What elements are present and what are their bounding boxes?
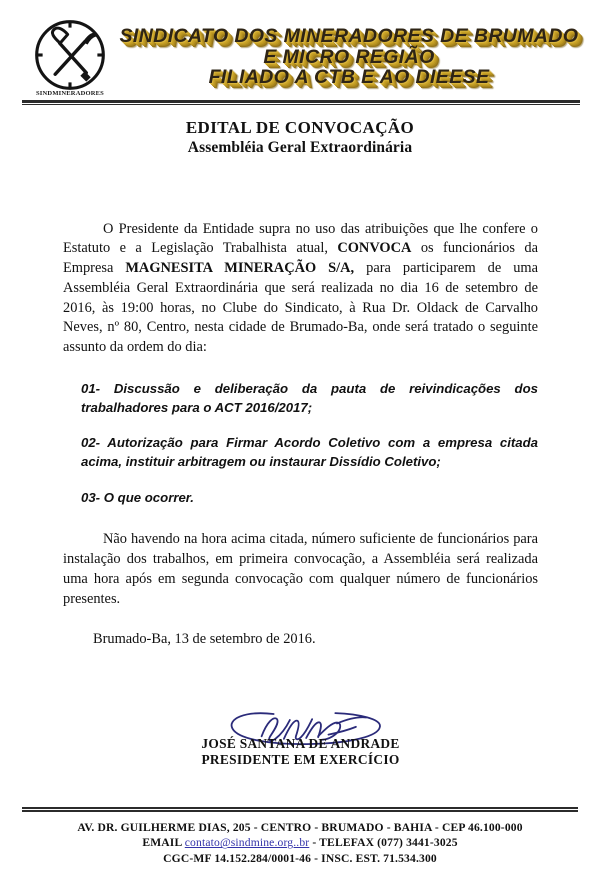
signatory-role: PRESIDENTE EM EXERCÍCIO: [201, 752, 400, 768]
email-label: EMAIL: [142, 836, 185, 850]
email-link[interactable]: contato@sindmine.org..br: [184, 836, 310, 850]
document-body: [63, 220, 538, 774]
signatory-name: JOSÉ SANTANA DE ANDRADE: [201, 736, 400, 752]
lead-text-3: para participarem de uma Assembléia Geral Extraordinária que será realizada no dia 16 de setembro de 2016, às 19:00 horas, no Clube do Sindicato, à Rua Dr. Oldack de Carvalho Neves, nº 80, Centro, nesta cidade de Brumado-Ba, onde será tratado o seguinte assunto da ordem do dia:: [63, 260, 538, 356]
page-title: [0, 118, 600, 158]
lead-text-2: os funcionários da Empresa: [63, 240, 538, 277]
agenda-item-1: 01- Discussão e deliberação da pauta de reivindicações dos trabalhadores para o ACT 2016/2017;: [81, 380, 538, 415]
lead-paragraph: [63, 220, 538, 358]
footer-email-line: [0, 835, 600, 851]
footer-thin-rule: [22, 810, 578, 811]
footer-divider: [22, 807, 578, 813]
closing-paragraph: Não havendo na hora acima citada, número suficiente de funcionários para instalação dos trabalhos, em primeira convocação, a Assembléia será realizada uma hora após em segunda convocação com qualquer número de funcionários presentes.: [63, 531, 538, 607]
letterhead-footer: [0, 807, 600, 867]
org-line-3: FILIADO A CTB E AO DIEESE: [208, 66, 490, 89]
company-name-emphasis: MAGNESITA MINERAÇÃO S/A,: [125, 260, 355, 277]
org-line-1: SINDICATO DOS MINERADORES DE BRUMADO: [119, 25, 579, 47]
header-divider: [22, 100, 580, 107]
agenda-item-2: 02- Autorização para Firmar Acordo Coletivo com a empresa citada acima, instituir arbitragem ou instaurar Dissídio Coletivo;: [81, 435, 538, 469]
organization-name: [108, 26, 590, 88]
agenda-item-3: 03- O que ocorrer.: [81, 489, 194, 505]
signature-block: [63, 702, 538, 774]
lead-text-1: O Presidente da Entidade supra no uso das atribuições que lhe confere o Estatuto e a Legislação Trabalhista atual,: [63, 220, 538, 257]
footer-registration-line: CGC-MF 14.152.284/0001-46 - INSC. EST. 71.534.300: [163, 852, 437, 866]
footer-contact-info: [0, 820, 600, 867]
title-line-2: Assembléia Geral Extraordinária: [187, 138, 413, 156]
letterhead-masthead: [0, 0, 600, 96]
divider-thin-rule: [22, 104, 580, 105]
title-line-1: EDITAL DE CONVOCAÇÃO: [185, 118, 415, 137]
logo-caption: SINDMINERADORES: [35, 90, 104, 97]
union-logo: [22, 18, 118, 97]
dateline: Brumado-Ba, 13 de setembro de 2016.: [93, 631, 316, 648]
agenda-items: [63, 380, 538, 508]
telefax-text: - TELEFAX (077) 3441-3025: [309, 836, 458, 850]
footer-address-line: AV. DR. GUILHERME DIAS, 205 - CENTRO - BRUMADO - BAHIA - CEP 46.100-000: [77, 820, 523, 834]
convoca-emphasis: CONVOCA: [337, 240, 412, 257]
crossed-shovel-pickaxe-in-circle-icon: [33, 18, 107, 92]
org-line-2: E MICRO REGIÃO: [263, 45, 435, 68]
